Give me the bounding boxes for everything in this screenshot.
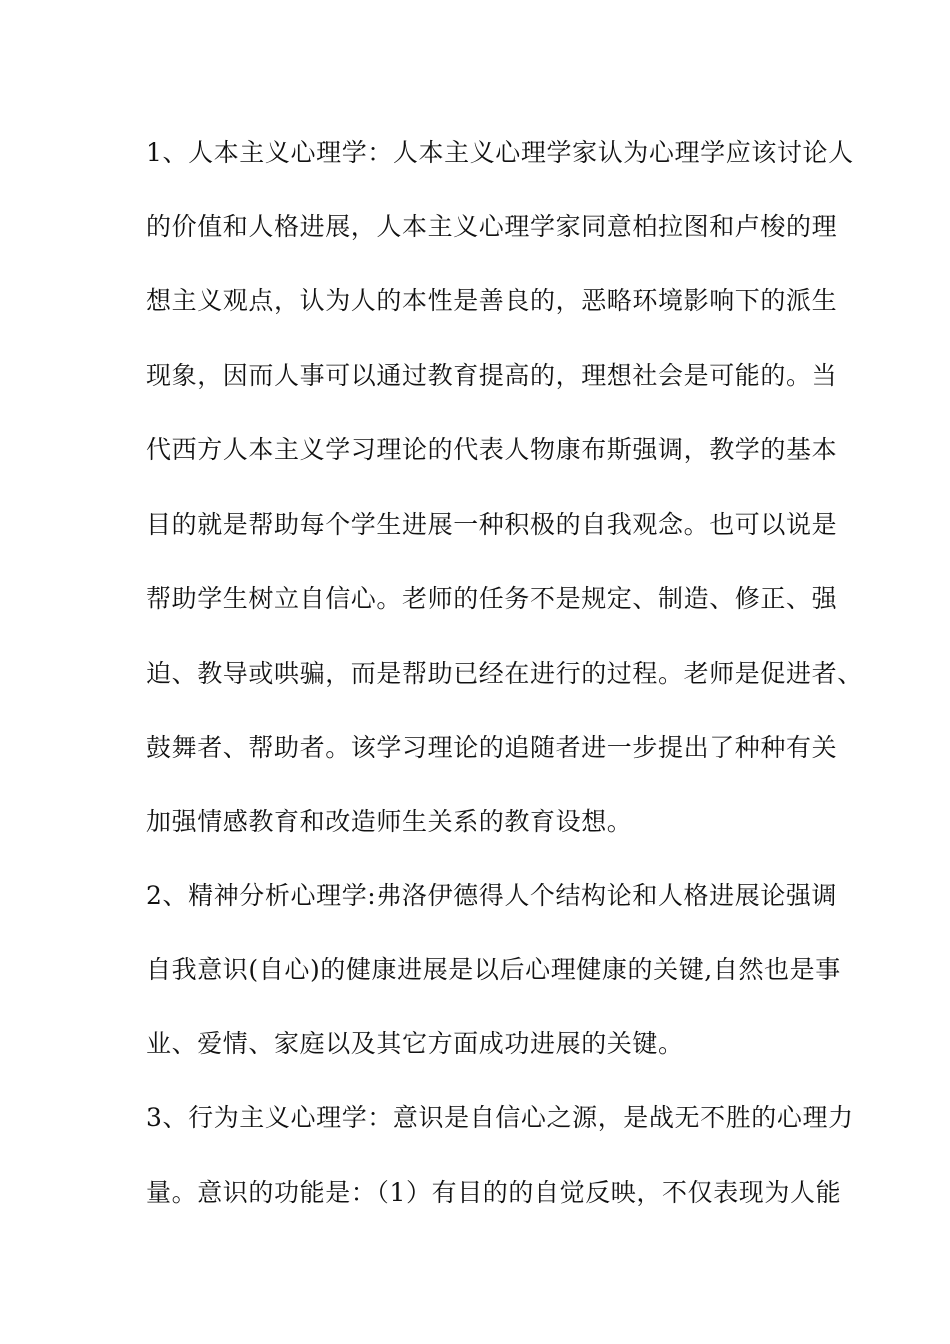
text-line: 目的就是帮助每个学生进展一种积极的自我观念。也可以说是: [146, 510, 838, 539]
text-line: 1、人本主义心理学：人本主义心理学家认为心理学应该讨论人: [146, 138, 854, 167]
text-line: 的价值和人格进展，人本主义心理学家同意柏拉图和卢梭的理: [146, 212, 838, 241]
text-line: 3、行为主义心理学：意识是自信心之源，是战无不胜的心理力: [146, 1103, 854, 1132]
text-line: 加强情感教育和改造师生关系的教育设想。: [146, 807, 633, 836]
text-line: 迫、教导或哄骗，而是帮助已经在进行的过程。老师是促进者、: [146, 659, 863, 688]
text-line: 业、爱情、家庭以及其它方面成功进展的关键。: [146, 1029, 684, 1058]
text-line: 帮助学生树立自信心。老师的任务不是规定、制造、修正、强: [146, 584, 838, 613]
text-line: 2、精神分析心理学:弗洛伊德得人个结构论和人格进展论强调: [146, 881, 838, 910]
text-line: 鼓舞者、帮助者。该学习理论的追随者进一步提出了种种有关: [146, 733, 838, 762]
text-line: 自我意识(自心)的健康进展是以后心理健康的关键,自然也是事: [146, 955, 841, 984]
text-line: 现象，因而人事可以通过教育提高的，理想社会是可能的。当: [146, 361, 838, 390]
text-line: 想主义观点，认为人的本性是善良的，恶略环境影响下的派生: [146, 286, 838, 315]
text-line: 代西方人本主义学习理论的代表人物康布斯强调，教学的基本: [146, 435, 838, 464]
text-line: 量。意识的功能是：（1）有目的的自觉反映，不仅表现为人能: [146, 1178, 842, 1207]
